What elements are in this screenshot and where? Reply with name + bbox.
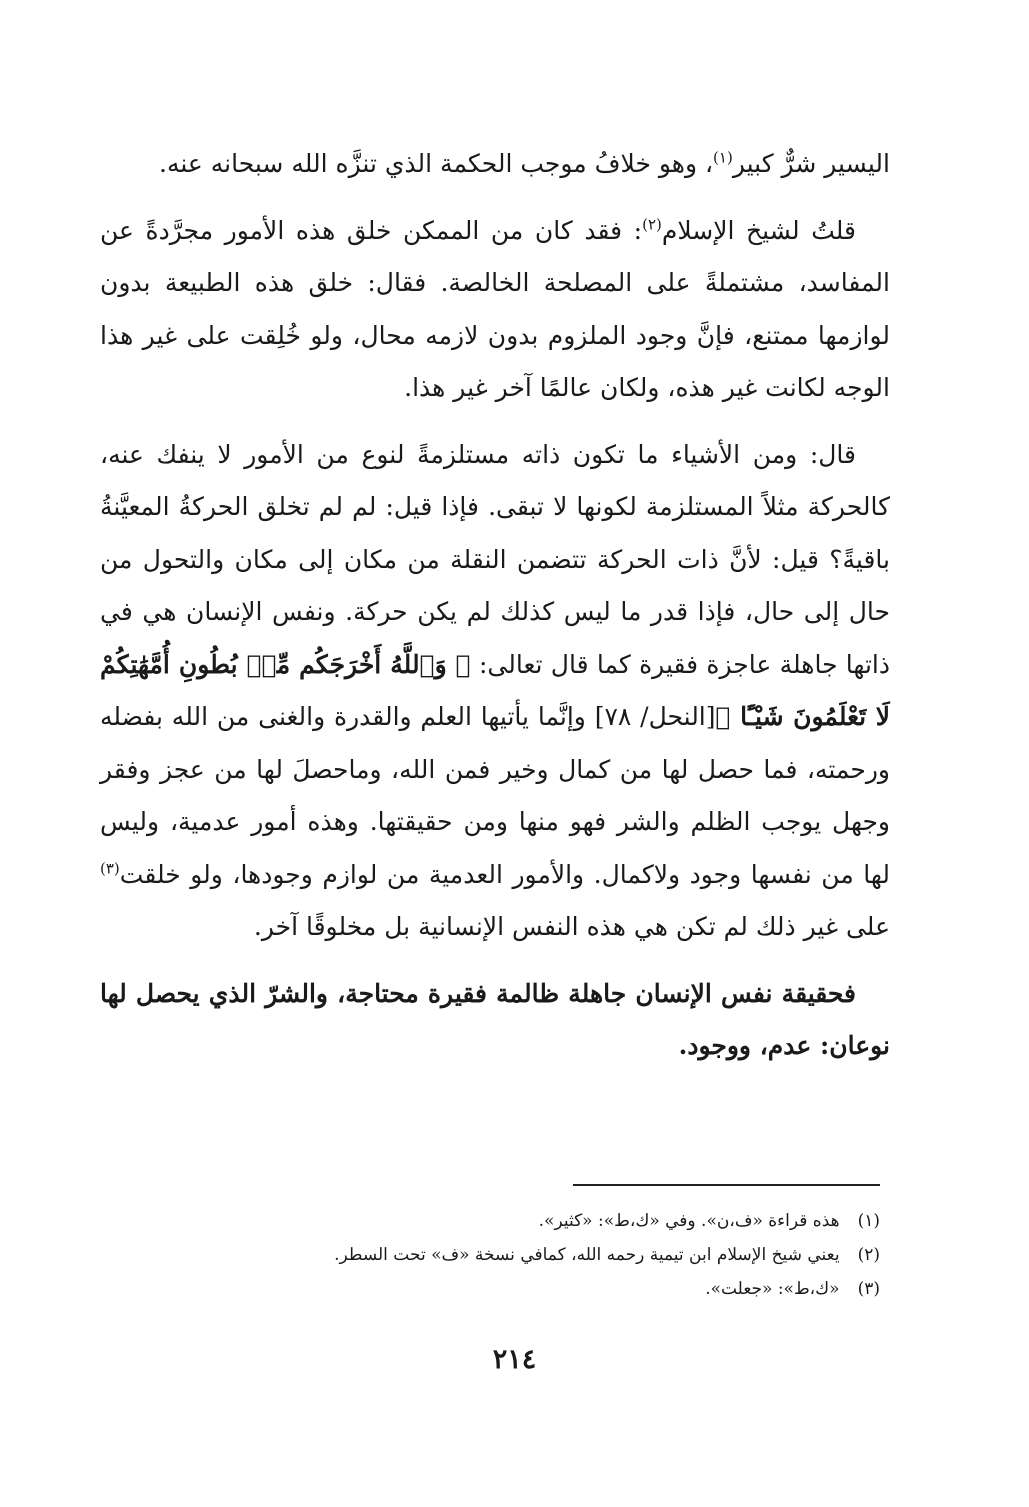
footnote-1 [110,1204,880,1238]
footnote-number: (١) [857,1211,880,1231]
text-run: اليسير شرٌّ كبير [732,149,890,178]
footnote-3 [110,1272,880,1306]
text-run: فحقيقة نفس الإنسان جاهلة ظالمة فقيرة محتاجة، والشرّ الذي يحصل لها نوعان: عدم، ووجود. [100,978,890,1060]
verse-reference: [النحل/ ٧٨] [594,702,716,731]
footnote-ref-2: (٢) [642,215,662,234]
footnote-text: يعني شيخ الإسلام ابن تيمية رحمه الله، كمافي نسخة «ف» تحت السطر. [334,1245,840,1265]
footnote-text: هذه قراءة «ف،ن». وفي «ك،ط»: «كثير». [538,1211,840,1231]
footnote-number: (٢) [857,1245,880,1265]
paragraph-question [100,205,890,415]
text-run: قلتُ لشيخ الإسلام [661,215,856,245]
footnotes [110,1204,880,1306]
paragraph-conclusion [100,968,890,1073]
page-number: ٢١٤ [492,1344,537,1375]
text-run: على غير ذلك لم تكن هي هذه النفس الإنسانية بل مخلوقًا آخر. [253,912,890,941]
footnote-separator [573,1184,880,1186]
footnote-ref-3: (٣) [100,859,120,878]
text-run: وإنَّما يأتيها العلم والقدرة والغنى من الله بفضله ورحمته، فما حصل لها من كمال وخير فمن الله، وماحصلَ لها من عجز وفقر وجهل يوجب الظلم والشر فهو منها ومن حقيقتها. وهذه أمور عدمية، وليس لها من نفسها وجود ولاكمال. والأمور العدمية من لوازم وجودها، ولو خلقت [100,702,890,889]
text-run: ، وهو خلافُ موجب الحكمة الذي تنزَّه الله سبحانه عنه. [159,149,714,178]
footnote-text: «ك،ط»: «جعلت». [705,1279,840,1299]
footnote-ref-1: (١) [713,148,733,167]
footnote-number: (٣) [857,1279,880,1299]
text-run: : فقد كان من الممكن خلق هذه الأمور مجرَّدةً عن المفاسد، مشتملةً على المصلحة الخالصة. فقال: خلق هذه الطبيعة بدون لوازمها ممتنع، فإنَّ وجود الملزوم بدون لازمه محال، ولو خُلِقت على غير هذا الوجه لكانت غير هذه، ولكان عالمًا آخر غير هذا. [100,215,890,402]
footnote-2 [110,1238,880,1272]
quran-verse: ﴿ وَٱللَّهُ أَخْرَجَكُم مِّنۢ بُطُونِ أُمَّهَٰتِكُمْ لَا تَعْلَمُونَ شَيْـًٔا ﴾ [100,649,890,731]
main-text [100,138,890,1087]
paragraph-continuation [100,138,890,191]
paragraph-answer [100,429,890,954]
text-run: قال: ومن الأشياء ما تكون ذاته مستلزمةً لنوع من الأمور لا ينفك عنه، كالحركة مثلاً المستلزمة لكونها لا تبقى. فإذا قيل: لم لم تخلق الحركةُ المعيَّنةُ باقيةً؟ قيل: لأنَّ ذات الحركة تتضمن النقلة من مكان إلى مكان والتحول من حال إلى حال، فإذا قدر ما ليس كذلك لم يكن حركة. ونفس الإنسان هي في ذاتها جاهلة عاجزة فقيرة كما قال تعالى: [100,439,890,679]
